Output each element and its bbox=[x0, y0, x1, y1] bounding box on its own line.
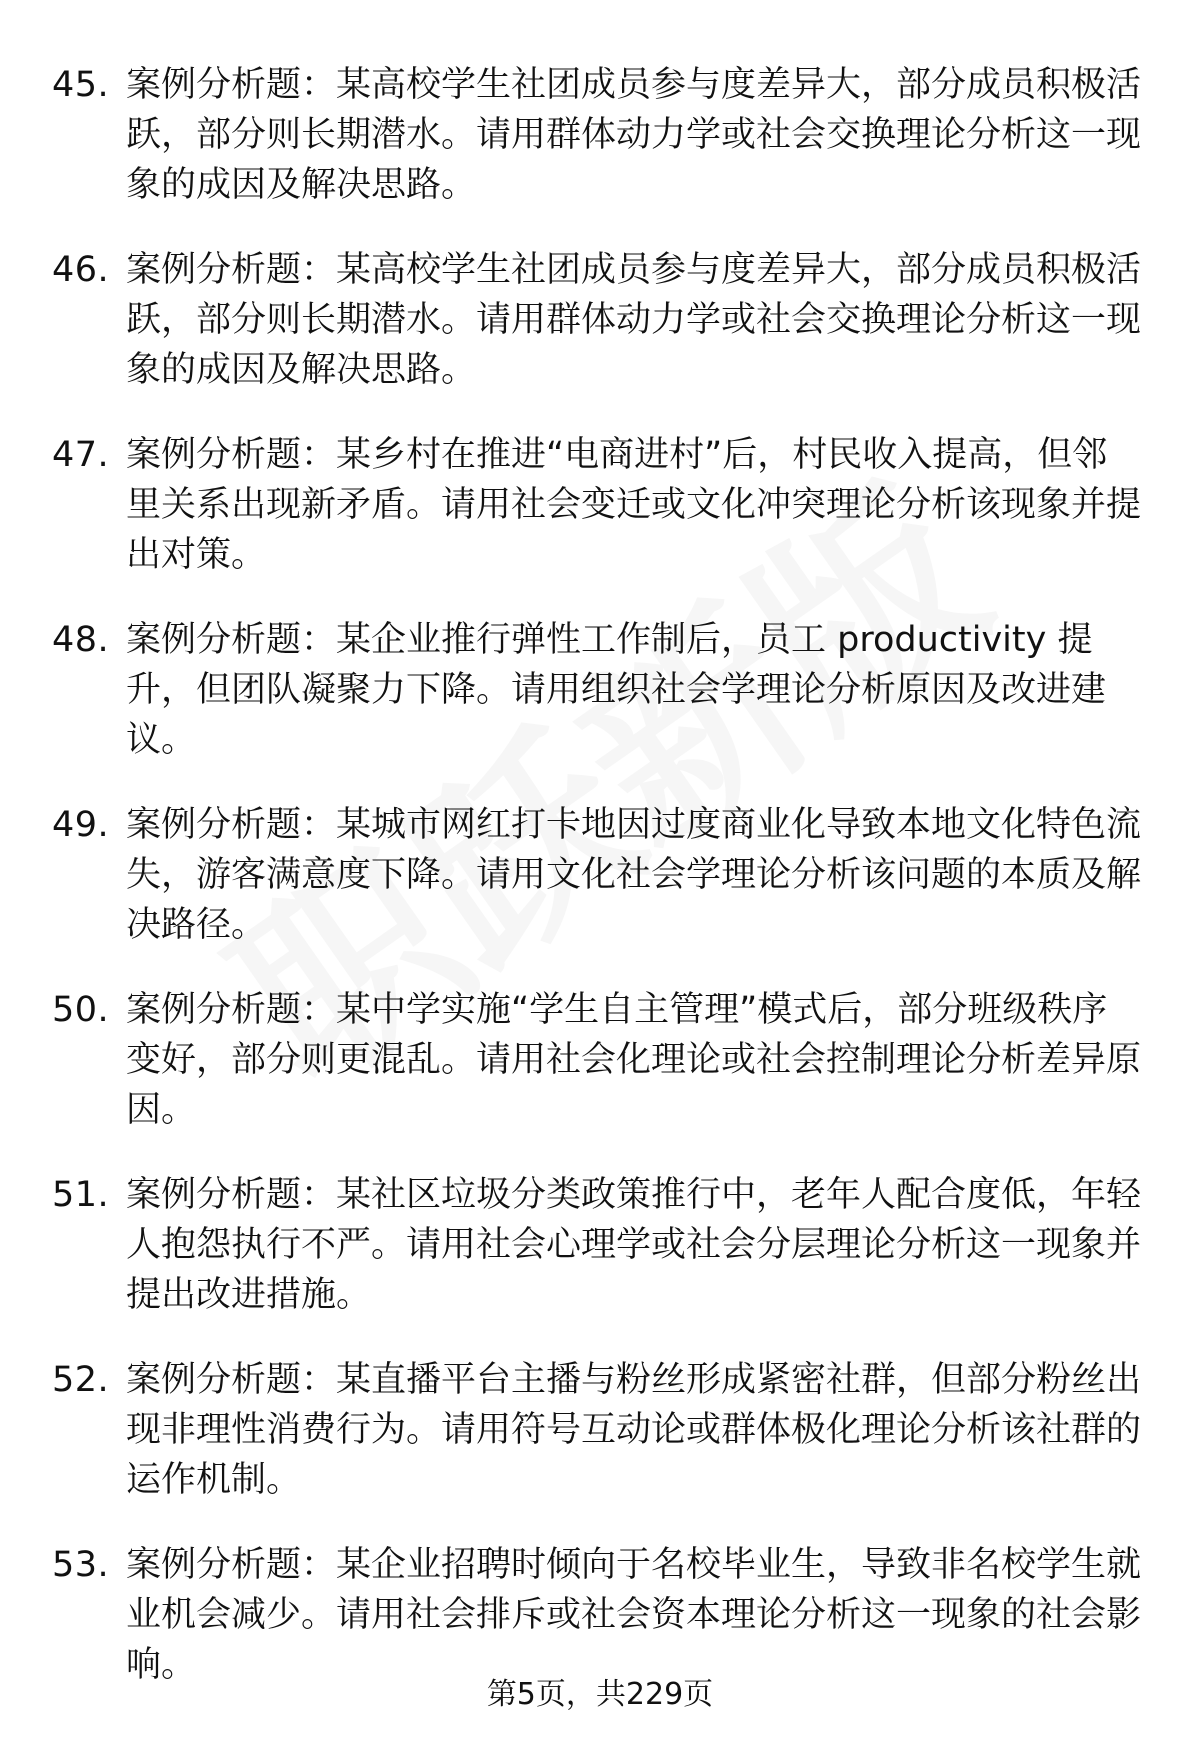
question-text: 案例分析题：某高校学生社团成员参与度差异大，部分成员积极活跃，部分则长期潜水。请用群体动力学或社会交换理论分析这一现象的成因及解决思路。 bbox=[126, 65, 1142, 205]
question-number: 52. bbox=[52, 1360, 110, 1400]
question-text: 案例分析题：某乡村在推进“电商进村”后，村民收入提高，但邻里关系出现新矛盾。请用社会变迁或文化冲突理论分析该现象并提出对策。 bbox=[126, 435, 1142, 575]
question-number: 48. bbox=[52, 620, 110, 660]
question-list bbox=[52, 60, 1142, 1725]
question-item bbox=[52, 1170, 1142, 1320]
question-item bbox=[52, 430, 1142, 580]
question-number: 46. bbox=[52, 250, 110, 290]
question-item bbox=[52, 1355, 1142, 1505]
question-number: 49. bbox=[52, 805, 110, 845]
question-item bbox=[52, 1540, 1142, 1690]
question-text: 案例分析题：某高校学生社团成员参与度差异大，部分成员积极活跃，部分则长期潜水。请用群体动力学或社会交换理论分析这一现象的成因及解决思路。 bbox=[126, 250, 1142, 390]
question-text: 案例分析题：某社区垃圾分类政策推行中，老年人配合度低，年轻人抱怨执行不严。请用社会心理学或社会分层理论分析这一现象并提出改进措施。 bbox=[126, 1175, 1142, 1315]
question-item bbox=[52, 615, 1142, 765]
question-item bbox=[52, 800, 1142, 950]
page-footer bbox=[0, 1675, 1200, 1715]
question-text: 案例分析题：某企业招聘时倾向于名校毕业生，导致非名校学生就业机会减少。请用社会排斥或社会资本理论分析这一现象的社会影响。 bbox=[126, 1545, 1142, 1685]
question-number: 51. bbox=[52, 1175, 110, 1215]
question-number: 50. bbox=[52, 990, 110, 1030]
question-item bbox=[52, 60, 1142, 210]
question-number: 53. bbox=[52, 1545, 110, 1585]
question-number: 45. bbox=[52, 65, 110, 105]
question-item bbox=[52, 985, 1142, 1135]
question-item bbox=[52, 245, 1142, 395]
question-number: 47. bbox=[52, 435, 110, 475]
page-number-label: 第5页，共229页 bbox=[486, 1677, 714, 1712]
question-text: 案例分析题：某城市网红打卡地因过度商业化导致本地文化特色流失，游客满意度下降。请用文化社会学理论分析该问题的本质及解决路径。 bbox=[126, 805, 1142, 945]
question-text: 案例分析题：某中学实施“学生自主管理”模式后，部分班级秩序变好，部分则更混乱。请用社会化理论或社会控制理论分析差异原因。 bbox=[126, 990, 1142, 1130]
question-text: 案例分析题：某企业推行弹性工作制后，员工 productivity 提升，但团队凝聚力下降。请用组织社会学理论分析原因及改进建议。 bbox=[126, 620, 1107, 760]
question-text: 案例分析题：某直播平台主播与粉丝形成紧密社群，但部分粉丝出现非理性消费行为。请用符号互动论或群体极化理论分析该社群的运作机制。 bbox=[126, 1360, 1142, 1500]
